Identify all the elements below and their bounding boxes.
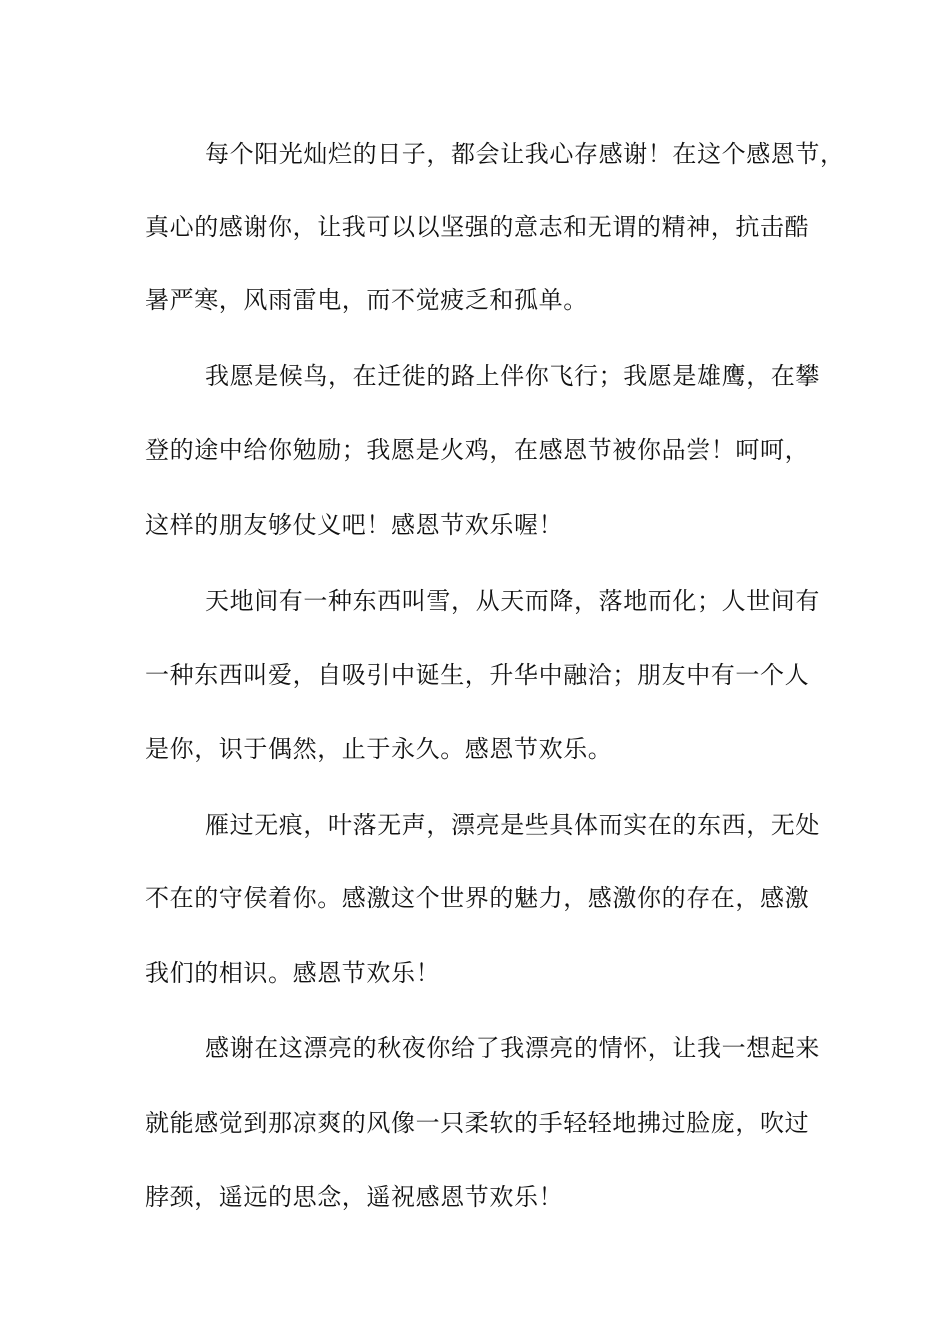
paragraph-line: 雁过无痕，叶落无声，漂亮是些具体而实在的东西，无处 <box>205 811 820 839</box>
paragraph-line: 我愿是候鸟，在迁徙的路上伴你飞行；我愿是雄鹰，在攀 <box>205 362 820 390</box>
paragraph-line: 一种东西叫爱，自吸引中诞生，升华中融洽；朋友中有一个人 <box>145 661 810 689</box>
paragraph-line: 登的途中给你勉励；我愿是火鸡，在感恩节被你品尝！呵呵， <box>145 436 810 464</box>
paragraph-line: 暑严寒，风雨雷电，而不觉疲乏和孤单。 <box>145 286 588 314</box>
paragraph-line: 每个阳光灿烂的日子，都会让我心存感谢！在这个感恩节， <box>205 140 845 168</box>
paragraph-line: 就能感觉到那凉爽的风像一只柔软的手轻轻地拂过脸庞，吹过 <box>145 1109 810 1137</box>
paragraph-line: 真心的感谢你，让我可以以坚强的意志和无谓的精神，抗击酷 <box>145 213 810 241</box>
paragraph-line: 天地间有一种东西叫雪，从天而降，落地而化；人世间有 <box>205 587 820 615</box>
paragraph-line: 是你，识于偶然，止于永久。感恩节欢乐。 <box>145 735 613 763</box>
paragraph-line: 感谢在这漂亮的秋夜你给了我漂亮的情怀，让我一想起来 <box>205 1034 820 1062</box>
paragraph-line: 不在的守侯着你。感激这个世界的魅力，感激你的存在，感激 <box>145 884 810 912</box>
paragraph-line: 这样的朋友够仗义吧！感恩节欢乐喔！ <box>145 511 564 539</box>
paragraph-line: 我们的相识。感恩节欢乐！ <box>145 959 441 987</box>
paragraph-line: 脖颈，遥远的思念，遥祝感恩节欢乐！ <box>145 1183 564 1211</box>
